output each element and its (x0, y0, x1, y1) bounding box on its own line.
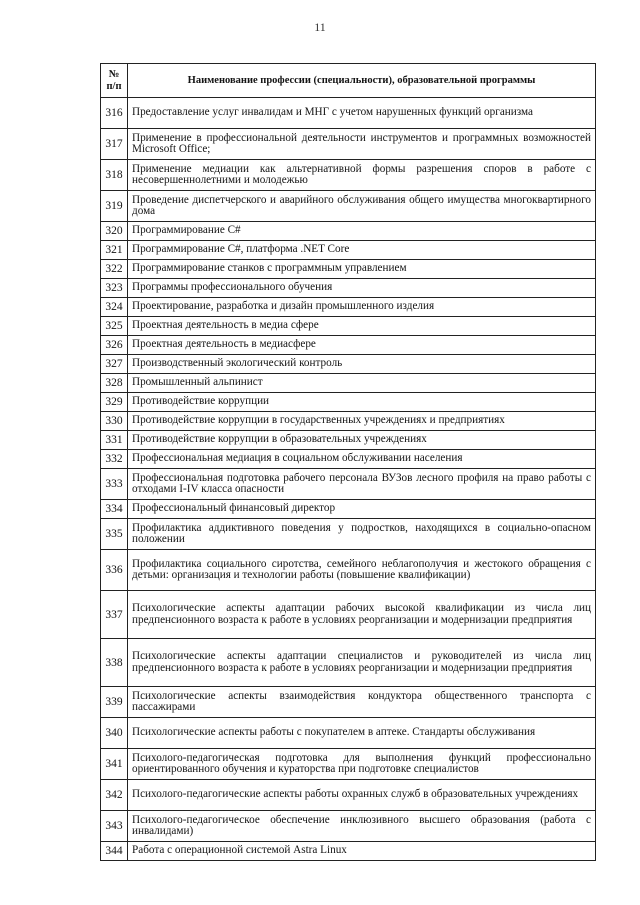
table-row (101, 469, 596, 500)
row-number: 324 (101, 298, 128, 317)
row-number: 317 (101, 129, 128, 160)
program-name: Проектная деятельность в медиасфере (128, 336, 596, 355)
program-name: Применение медиации как альтернативной формы разрешения споров в работе с несовершеннолетними и молодежью (128, 160, 596, 191)
table-row (101, 591, 596, 639)
row-number: 338 (101, 639, 128, 687)
page-number: 11 (314, 20, 326, 34)
program-name: Производственный экологический контроль (128, 355, 596, 374)
program-name: Предоставление услуг инвалидам и МНГ с учетом нарушенных функций организма (128, 98, 596, 129)
program-name: Психологические аспекты адаптации рабочих высокой квалификации из числа лиц предпенсионного возраста к работе в условиях реорганизации и модернизации предприятия (128, 591, 596, 639)
table-row (101, 550, 596, 591)
table-row (101, 279, 596, 298)
table-row (101, 450, 596, 469)
table-row (101, 222, 596, 241)
program-name: Промышленный альпинист (128, 374, 596, 393)
table-row (101, 241, 596, 260)
table-row (101, 639, 596, 687)
table-row (101, 842, 596, 861)
row-number: 344 (101, 842, 128, 861)
table-row (101, 160, 596, 191)
row-number: 336 (101, 550, 128, 591)
row-number: 327 (101, 355, 128, 374)
row-number: 342 (101, 780, 128, 811)
table-body (101, 98, 596, 861)
row-number: 341 (101, 749, 128, 780)
table-row (101, 374, 596, 393)
program-name: Психологические аспекты работы с покупателем в аптеке. Стандарты обслуживания (128, 718, 596, 749)
header-name-cell: Наименование профессии (специальности), образовательной программы (128, 64, 596, 98)
row-number: 325 (101, 317, 128, 336)
program-name: Противодействие коррупции (128, 393, 596, 412)
row-number: 323 (101, 279, 128, 298)
program-name: Применение в профессиональной деятельности инструментов и программных возможностей Microsoft Office; (128, 129, 596, 160)
table-row (101, 191, 596, 222)
program-name: Противодействие коррупции в образовательных учреждениях (128, 431, 596, 450)
row-number: 333 (101, 469, 128, 500)
table-row (101, 749, 596, 780)
row-number: 320 (101, 222, 128, 241)
program-name: Психолого-педагогическая подготовка для выполнения функций профессионально ориентированного обучения и кураторства при подготовке специалистов (128, 749, 596, 780)
row-number: 331 (101, 431, 128, 450)
table-row (101, 718, 596, 749)
row-number: 328 (101, 374, 128, 393)
table-row (101, 780, 596, 811)
table-row (101, 431, 596, 450)
program-name: Психолого-педагогическое обеспечение инклюзивного высшего образования (работа с инвалидами) (128, 811, 596, 842)
table-row (101, 129, 596, 160)
row-number: 318 (101, 160, 128, 191)
row-number: 322 (101, 260, 128, 279)
row-number: 330 (101, 412, 128, 431)
row-number: 316 (101, 98, 128, 129)
program-name: Проектная деятельность в медиа сфере (128, 317, 596, 336)
table-row (101, 355, 596, 374)
table-row (101, 317, 596, 336)
row-number: 329 (101, 393, 128, 412)
program-name: Профессиональная медиация в социальном обслуживании населения (128, 450, 596, 469)
row-number: 332 (101, 450, 128, 469)
row-number: 335 (101, 519, 128, 550)
table-row (101, 393, 596, 412)
row-number: 337 (101, 591, 128, 639)
table-row (101, 336, 596, 355)
table-row (101, 298, 596, 317)
header-number-line1: № (108, 68, 120, 80)
header-number-cell (101, 64, 128, 98)
program-name: Программирование станков с программным управлением (128, 260, 596, 279)
row-number: 319 (101, 191, 128, 222)
program-name: Противодействие коррупции в государственных учреждениях и предприятиях (128, 412, 596, 431)
row-number: 326 (101, 336, 128, 355)
program-name: Психолого-педагогические аспекты работы охранных служб в образовательных учреждениях (128, 780, 596, 811)
table-row (101, 811, 596, 842)
program-name: Профилактика аддиктивного поведения у подростков, находящихся в социально-опасном положении (128, 519, 596, 550)
row-number: 334 (101, 500, 128, 519)
row-number: 321 (101, 241, 128, 260)
program-name: Проведение диспетчерского и аварийного обслуживания общего имущества многоквартирного дома (128, 191, 596, 222)
program-name: Программы профессионального обучения (128, 279, 596, 298)
table-row (101, 98, 596, 129)
table-header-row (101, 64, 596, 98)
table-row (101, 260, 596, 279)
table-row (101, 412, 596, 431)
program-name: Работа с операционной системой Astra Linux (128, 842, 596, 861)
header-number-line2: п/п (106, 80, 122, 92)
table-row (101, 519, 596, 550)
row-number: 340 (101, 718, 128, 749)
program-name: Психологические аспекты взаимодействия кондуктора общественного транспорта с пассажирами (128, 687, 596, 718)
programs-table (100, 63, 596, 861)
program-name: Профессиональный финансовый директор (128, 500, 596, 519)
row-number: 343 (101, 811, 128, 842)
program-name: Психологические аспекты адаптации специалистов и руководителей из числа лиц предпенсионного возраста к работе в условиях реорганизации и модернизации предприятия (128, 639, 596, 687)
table-row (101, 687, 596, 718)
program-name: Проектирование, разработка и дизайн промышленного изделия (128, 298, 596, 317)
program-name: Профилактика социального сиротства, семейного неблагополучия и жестокого обращения с детьми: организация и технологии работы (повышение квалификации) (128, 550, 596, 591)
program-name: Программирование С# (128, 222, 596, 241)
row-number: 339 (101, 687, 128, 718)
program-name: Профессиональная подготовка рабочего персонала ВУЗов лесного профиля на право работы с отходами I-IV класса опасности (128, 469, 596, 500)
program-name: Программирование С#, платформа .NET Core (128, 241, 596, 260)
table-row (101, 500, 596, 519)
